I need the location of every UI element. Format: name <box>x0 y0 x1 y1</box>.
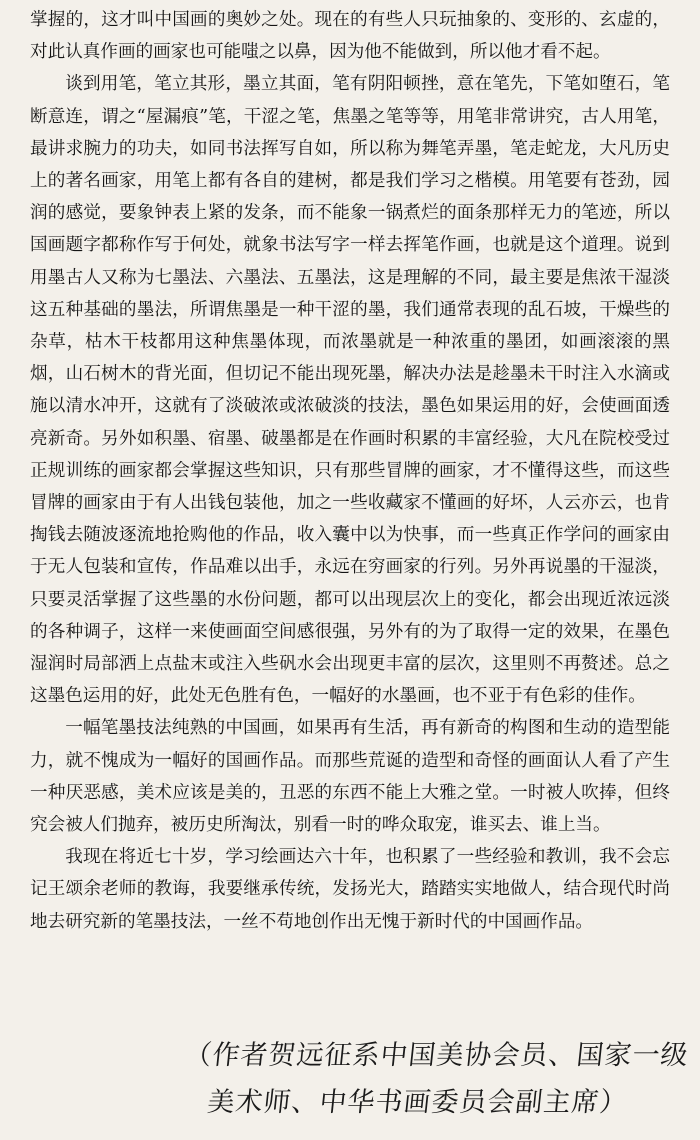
paragraph-2: 谈到用笔，笔立其形，墨立其面，笔有阴阳顿挫，意在笔先，下笔如堕石，笔断意连，谓之“屋漏痕”笔，干涩之笔，焦墨之笔等等，用笔非常讲究，古人用笔，最讲求腕力的功夫，如同书法挥写自如，所以称为舞笔弄墨，笔走蛇龙，大凡历史上的著名画家，用笔上都有各自的建树，都是我们学习之楷模。用笔要有苍劲，园润的感觉，要象钟表上紧的发条，而不能象一锅煮烂的面条那样无力的笔迹，所以国画题字都称作写于何处，就象书法写字一样去挥笔作画，也就是这个道理。说到用墨古人又称为七墨法、六墨法、五墨法，这是理解的不同，最主要是焦浓干湿淡这五种基础的墨法，所谓焦墨是一种干涩的墨，我们通常表现的乱石坡，干燥些的杂草，枯木干枝都用这种焦墨体现，而浓墨就是一种浓重的墨团，如画滚滚的黑烟，山石树木的背光面，但切记不能出现死墨，解决办法是趁墨未干时注入水滴或施以清水冲开，这就有了淡破浓或浓破淡的技法，墨色如果运用的好，会使画面透亮新奇。另外如积墨、宿墨、破墨都是在作画时积累的丰富经验，大凡在院校受过正规训练的画家都会掌握这些知识，只有那些冒牌的画家，才不懂得这些，而这些冒牌的画家由于有人出钱包装他，加之一些收藏家不懂画的好坏，人云亦云，也肯掏钱去随波逐流地抢购他的作品，收入囊中以为快事，而一些真正作学问的画家由于无人包装和宣传，作品难以出手，永远在穷画家的行列。另外再说墨的干湿淡，只要灵活掌握了这些墨的水份问题，都可以出现层次上的变化，都会出现近浓远淡的各种调子，这样一来使画面空间感很强，另外有的为了取得一定的效果，在墨色湿润时局部洒上点盐末或注入些矾水会出现更丰富的层次，这里则不再赘述。总之这墨色运用的好，此处无色胜有色，一幅好的水墨画，也不亚于有色彩的佳作。 <box>30 74 670 707</box>
paragraph-4: 我现在将近七十岁，学习绘画达六十年，也积累了一些经验和教训，我不会忘记王颂余老师的教诲，我要继承传统，发扬光大，踏踏实实地做人，结合现代时尚地去研究新的笔墨技法，一丝不苟地创作出无愧于新时代的中国画作品。 <box>30 847 670 932</box>
handwritten-author-note <box>177 1032 697 1126</box>
paragraph-3: 一幅笔墨技法纯熟的中国画，如果再有生活，再有新奇的构图和生动的造型能力，就不愧成为一幅好的国画作品。而那些荒诞的造型和奇怪的画面认人看了产生一种厌恶感，美术应该是美的，丑恶的东西不能上大雅之堂。一时被人吹捧，但终究会被人们抛弃，被历史所淘汰，别看一时的哗众取宠，谁买去、谁上当。 <box>30 718 670 836</box>
author-note-line-2: 美术师、中华书画委员会副主席） <box>205 1087 630 1118</box>
paragraph-1: 掌握的，这才叫中国画的奥妙之处。现在的有些人只玩抽象的、变形的、玄虚的，对此认真作画的画家也可能嗤之以鼻，因为他不能做到，所以他才看不起。 <box>30 10 670 63</box>
author-note-line-1: （作者贺远征系中国美协会员、国家一级 <box>182 1040 691 1071</box>
